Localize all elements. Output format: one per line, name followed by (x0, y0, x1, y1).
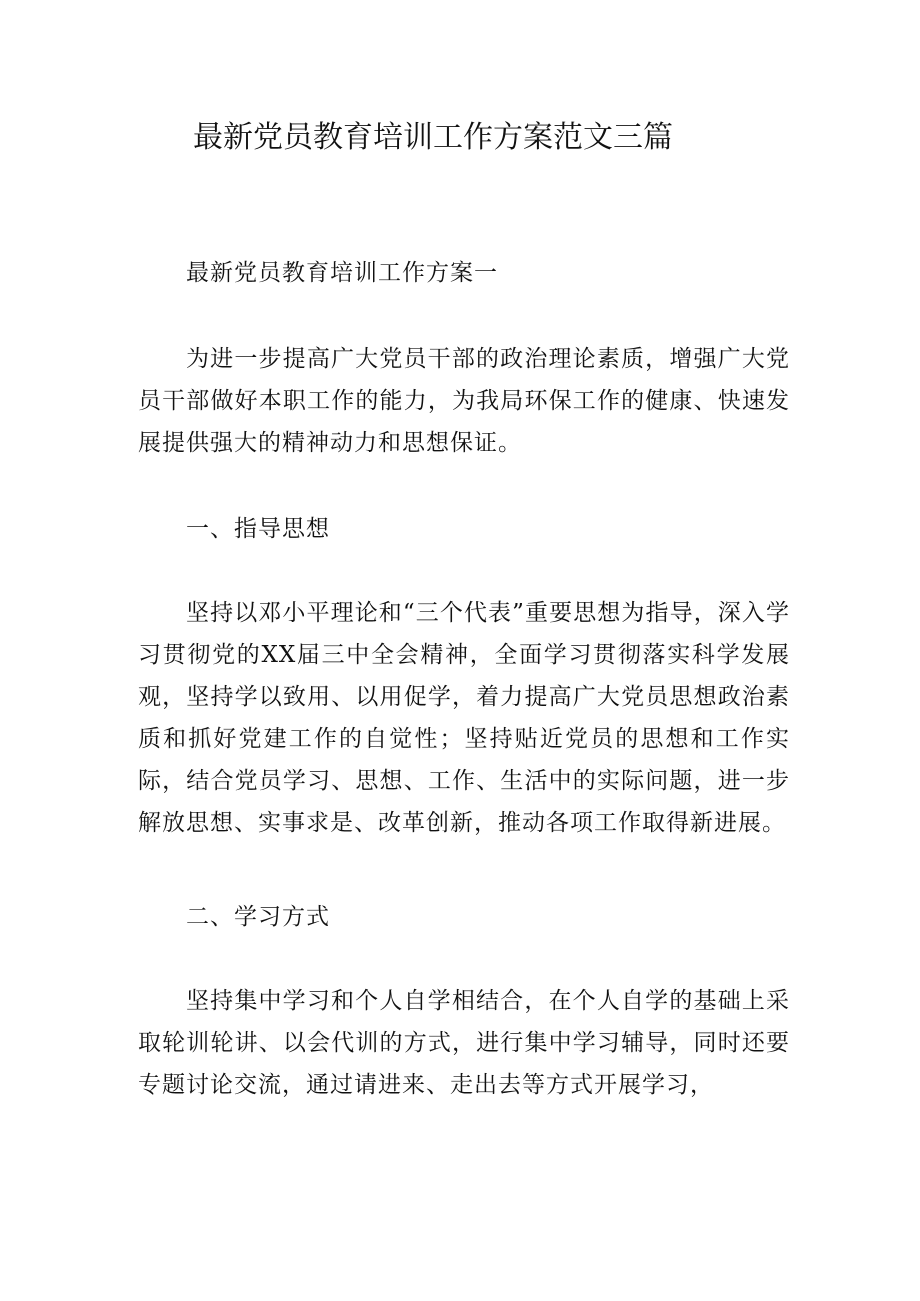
section-heading-guiding-ideology: 一、指导思想 (186, 516, 330, 542)
section-body-study-method: 坚持集中学习和个人自学相结合，在个人自学的基础上采取轮训轮讲、以会代训的方式，进行集中学习辅导，同时还要专题讨论交流，通过请进来、走出去等方式开展学习， (138, 988, 790, 1098)
intro-paragraph: 为进一步提高广大党员干部的政治理论素质，增强广大党员干部做好本职工作的能力，为我局环保工作的健康、快速发展提供强大的精神动力和思想保证。 (138, 346, 790, 456)
document-subtitle: 最新党员教育培训工作方案一 (186, 260, 498, 286)
section-heading-study-method: 二、学习方式 (186, 904, 330, 930)
document-title: 最新党员教育培训工作方案范文三篇 (193, 120, 673, 155)
section-body-guiding-ideology: 坚持以邓小平理论和“三个代表”重要思想为指导，深入学习贯彻党的XX届三中全会精神，全面学习贯彻落实科学发展观，坚持学以致用、以用促学，着力提高广大党员思想政治素质和抓好党建工作的自觉性；坚持贴近党员的思想和工作实际，结合党员学习、思想、工作、生活中的实际问题，进一步解放思想、实事求是、改革创新，推动各项工作取得新进展。 (138, 600, 790, 836)
